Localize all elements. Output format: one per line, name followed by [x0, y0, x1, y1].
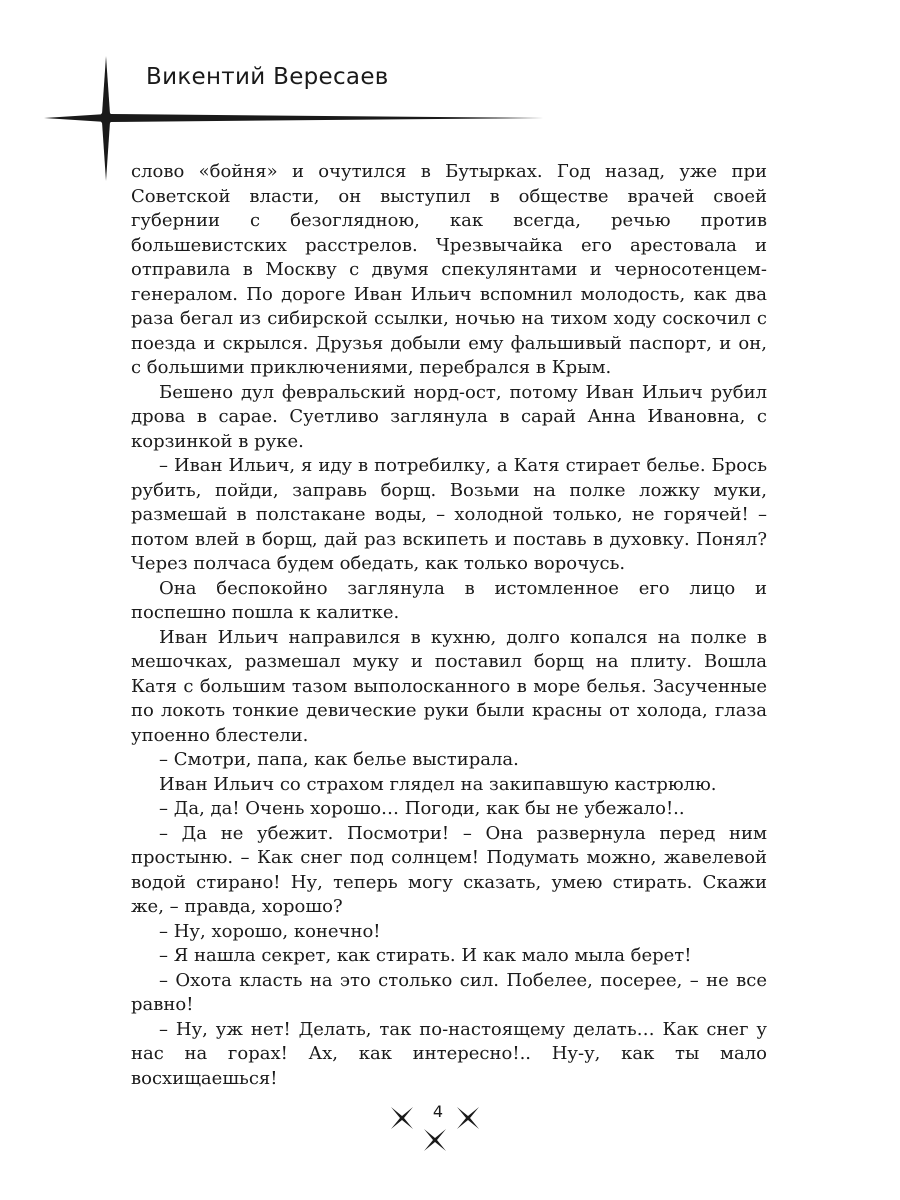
paragraph: – Да не убежит. Посмотри! – Она развернула перед ним простыню. – Как снег под солнцем! Подумать можно, жавелевой водой стирано! Ну, теперь могу сказать, умею стирать. Скажи же, – правда, хорошо?	[131, 822, 767, 917]
paragraph: – Охота класть на это столько сил. Побелее, посерее, – не все равно!	[131, 969, 767, 1015]
bottom-cross-ornament-icon	[423, 1128, 447, 1152]
paragraph: Она беспокойно заглянула в истомленное его лицо и поспешно пошла к калитке.	[131, 577, 767, 623]
body-text	[131, 160, 767, 1091]
paragraph: – Смотри, папа, как белье выстирала.	[159, 749, 519, 770]
paragraph: слово «бойня» и очутился в Бутырках. Год назад, уже при Советской власти, он выступил в обществе врачей своей губернии с безоглядною, как всегда, речью против большевистских расстрелов. Чрезвычайка его арестовала и отправила в Москву с двумя спекулянтами и черносотенцем-генералом. По дороге Иван Ильич вспомнил молодость, как два раза бегал из сибирской ссылки, ночью на тихом ходу соскочил с поезда и скрылся. Друзья добыли ему фальшивый паспорт, и он, с большими приключениями, перебрался в Крым.	[131, 161, 767, 378]
paragraph: – Я нашла секрет, как стирать. И как мало мыла берет!	[159, 945, 692, 966]
paragraph: Иван Ильич направился в кухню, долго копался на полке в мешочках, размешал муку и поставил борщ на плиту. Вошла Катя с большим тазом выполосканного в море белья. Засученные по локоть тонкие девические руки были красны от холода, глаза упоенно блестели.	[131, 626, 767, 746]
running-header-author: Викентий Вересаев	[146, 64, 389, 90]
page-footer	[0, 1098, 900, 1158]
page-number: 4	[432, 1102, 444, 1121]
paragraph: – Иван Ильич, я иду в потребилку, а Катя стирает белье. Брось рубить, пойди, заправь борщ. Возьми на полке ложку муки, размешай в полстакане воды, – холодной только, не горячей! – потом влей в борщ, дай раз вскипеть и поставь в духовку. Понял? Через полчаса будем обедать, как только ворочусь.	[131, 455, 767, 574]
paragraph: – Ну, хорошо, конечно!	[159, 920, 381, 942]
paragraph: – Да, да! Очень хорошо… Погоди, как бы не убежало!..	[159, 798, 685, 819]
paragraph: Иван Ильич со страхом глядел на закипавшую кастрюлю.	[159, 773, 717, 795]
left-cross-ornament-icon	[390, 1106, 414, 1130]
paragraph: Бешено дул февральский норд-ост, потому Иван Ильич рубил дрова в сарае. Суетливо заглянула в сарай Анна Ивановна, с корзинкой в руке.	[131, 381, 767, 452]
paragraph: – Ну, уж нет! Делать, так по-настоящему делать… Как снег у нас на горах! Ах, как интересно!.. Ну-у, как ты мало восхищаешься!	[131, 1018, 767, 1089]
right-cross-ornament-icon	[456, 1106, 480, 1130]
